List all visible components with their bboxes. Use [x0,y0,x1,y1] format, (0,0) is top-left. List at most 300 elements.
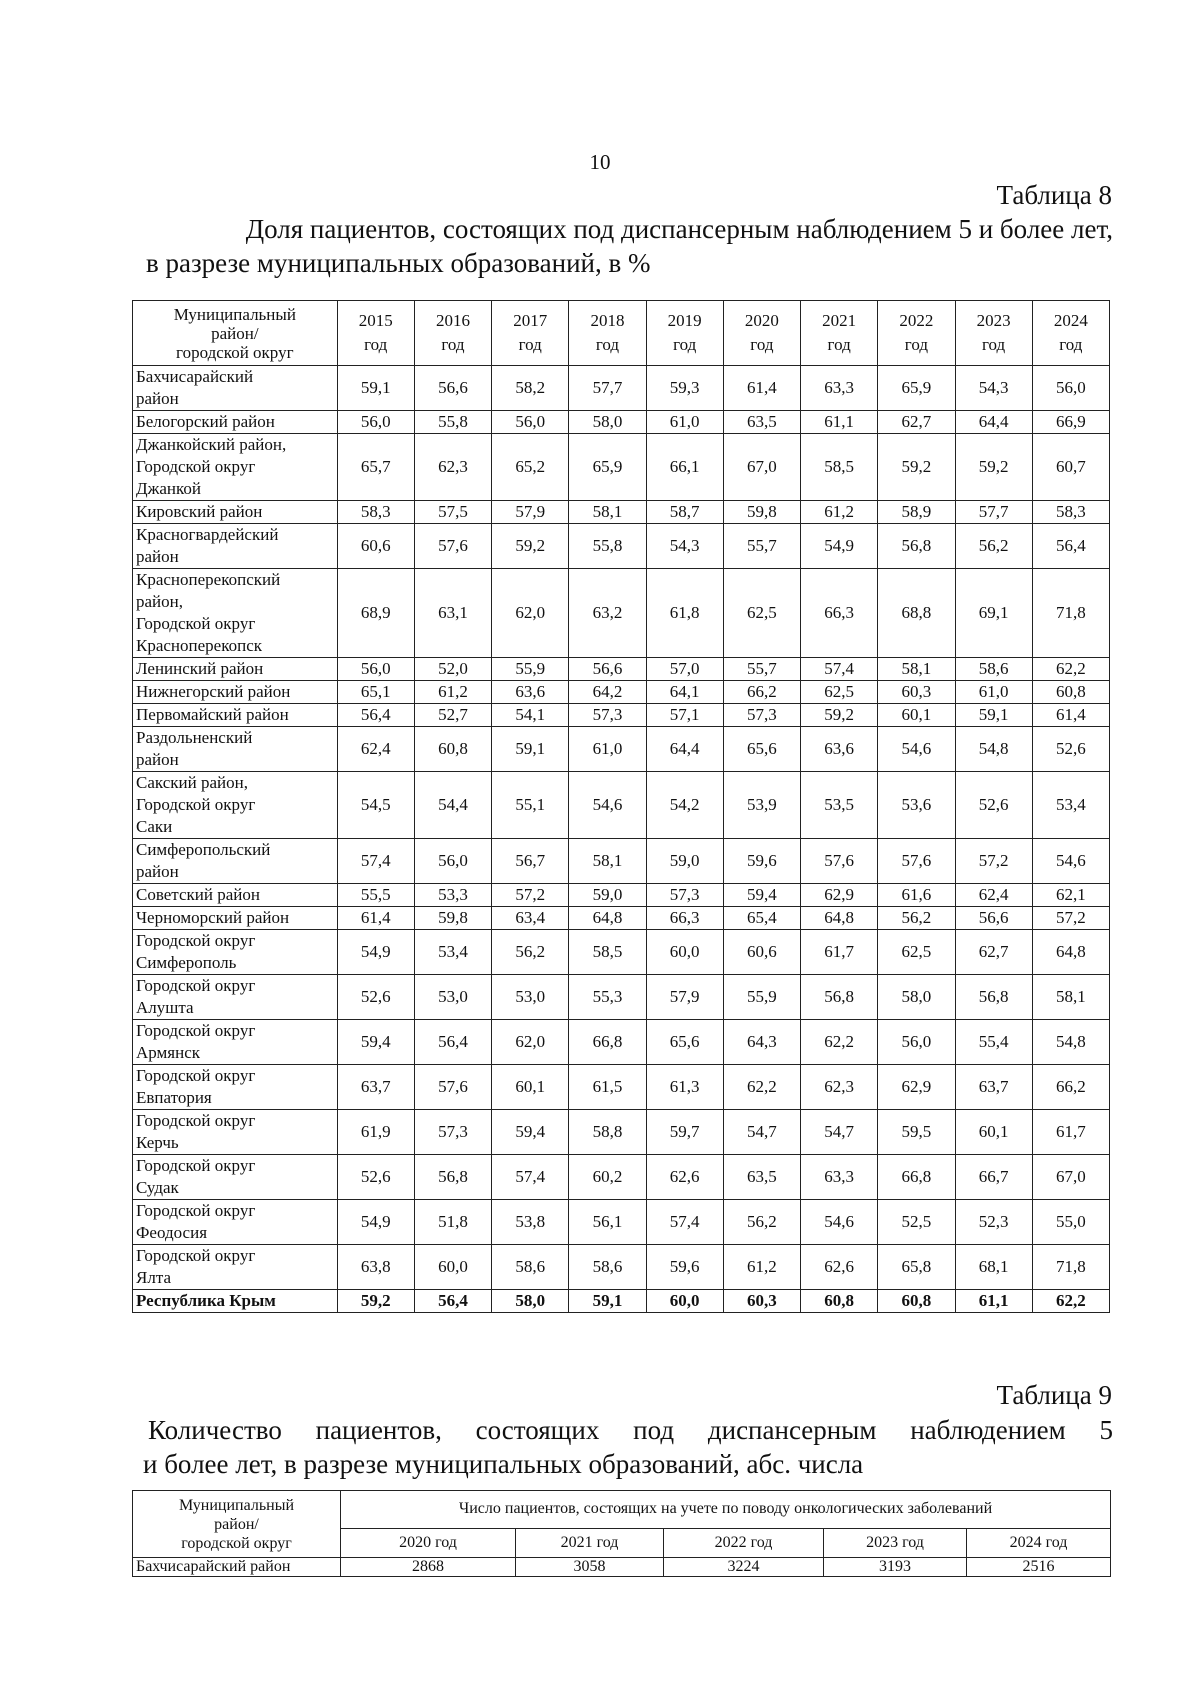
header-year-line: год [673,335,697,354]
value-cell: 59,8 [414,907,491,930]
value-cell: 57,2 [1032,907,1109,930]
table-row [133,411,1110,434]
table-8-title-line2: в разрезе муниципальных образований, в % [146,248,651,278]
table-row [133,501,1110,524]
value-cell: 52,6 [955,772,1032,839]
table-9-header-year: 2022 год [664,1528,824,1557]
table-row [133,1155,1110,1200]
value-cell: 71,8 [1032,569,1109,658]
header-year-line: 2024 [1053,311,1088,330]
header-year-line: год [441,335,465,354]
value-cell: 60,0 [414,1245,491,1290]
header-year-line: 2023 [976,311,1011,330]
value-cell: 65,2 [492,434,569,501]
value-cell: 66,2 [1032,1065,1109,1110]
region-name-line: Городской округ [136,1201,256,1220]
header-year-line: год [827,335,851,354]
region-name [133,839,338,884]
value-cell: 62,2 [801,1020,878,1065]
value-cell: 62,0 [492,1020,569,1065]
value-cell: 62,2 [1032,658,1109,681]
value-cell: 57,3 [414,1110,491,1155]
value-cell: 54,6 [1032,839,1109,884]
region-name-line: Черноморский район [136,908,290,927]
table-9-group-header: Число пациентов, состоящих на учете по поводу онкологических заболеваний [341,1491,1111,1529]
value-cell: 61,7 [801,930,878,975]
value-cell: 65,9 [569,434,646,501]
header-year-line: год [904,335,928,354]
value-cell: 62,7 [955,930,1032,975]
region-name-line: Красноперекопский [136,570,281,589]
value-cell: 57,4 [492,1155,569,1200]
value-cell: 61,0 [955,681,1032,704]
value-cell: 66,9 [1032,411,1109,434]
value-cell: 56,7 [492,839,569,884]
value-cell: 57,0 [646,658,723,681]
table-8-label: Таблица 8 [996,180,1112,210]
value-cell: 57,3 [569,704,646,727]
value-cell: 57,7 [569,366,646,411]
value-cell: 57,2 [492,884,569,907]
table-row [133,366,1110,411]
value-cell: 56,2 [723,1200,800,1245]
header-year-line: год [982,335,1006,354]
value-cell: 3058 [516,1558,664,1577]
value-cell: 59,1 [955,704,1032,727]
value-cell: 65,1 [337,681,414,704]
value-cell: 54,3 [955,366,1032,411]
value-cell: 64,8 [1032,930,1109,975]
value-cell: 62,7 [878,411,955,434]
region-name-line: Алушта [136,998,194,1017]
region-name [133,930,338,975]
value-cell: 57,3 [723,704,800,727]
value-cell: 61,9 [337,1110,414,1155]
value-cell: 65,6 [723,727,800,772]
value-cell: 57,4 [337,839,414,884]
value-cell: 58,6 [569,1245,646,1290]
value-cell: 58,1 [569,501,646,524]
value-cell: 68,9 [337,569,414,658]
value-cell: 58,0 [878,975,955,1020]
value-cell: 64,4 [955,411,1032,434]
value-cell: 55,3 [569,975,646,1020]
value-cell: 54,8 [1032,1020,1109,1065]
region-name-line: Белогорский район [136,412,275,431]
table-row [133,772,1110,839]
region-name-line: Городской округ [136,795,256,814]
total-value-cell: 60,8 [878,1290,955,1313]
table-row [133,1020,1110,1065]
value-cell: 62,0 [492,569,569,658]
value-cell: 54,4 [414,772,491,839]
region-name [133,569,338,658]
region-name [133,1020,338,1065]
value-cell: 62,2 [723,1065,800,1110]
region-name-line: Керчь [136,1133,179,1152]
value-cell: 3224 [664,1558,824,1577]
value-cell: 57,4 [801,658,878,681]
table-9-title-line2: и более лет, в разрезе муниципальных образований, абс. числа [143,1449,864,1479]
header-name-line: Муниципальный [173,304,296,324]
region-name-line: район [136,750,179,769]
region-name-line: Раздольненский [136,728,253,747]
value-cell: 63,1 [414,569,491,658]
value-cell: 59,2 [492,524,569,569]
value-cell: 58,8 [569,1110,646,1155]
region-name-line: Ленинский район [136,659,264,678]
value-cell: 57,1 [646,704,723,727]
value-cell: 60,0 [646,930,723,975]
value-cell: 58,2 [492,366,569,411]
table-8-header-year [878,301,955,366]
value-cell: 66,8 [569,1020,646,1065]
table-row [133,434,1110,501]
value-cell: 55,5 [337,884,414,907]
value-cell: 53,8 [492,1200,569,1245]
region-name [133,681,338,704]
table-row [133,975,1110,1020]
region-name-line: Городской округ [136,931,256,950]
value-cell: 56,8 [801,975,878,1020]
value-cell: 59,4 [337,1020,414,1065]
value-cell: 61,5 [569,1065,646,1110]
value-cell: 56,8 [955,975,1032,1020]
table-row [133,1200,1110,1245]
region-name-line: район [136,862,179,881]
value-cell: 61,3 [646,1065,723,1110]
value-cell: 62,5 [801,681,878,704]
value-cell: 56,2 [878,907,955,930]
value-cell: 53,5 [801,772,878,839]
value-cell: 61,0 [569,727,646,772]
table-8-header-name [133,301,338,366]
table-9-header-name [133,1491,341,1558]
table-9-header-year: 2020 год [341,1528,516,1557]
header-year-line: 2018 [590,311,625,330]
value-cell: 55,8 [569,524,646,569]
value-cell: 60,2 [569,1155,646,1200]
header-name-line: район/ [214,1515,259,1533]
value-cell: 63,4 [492,907,569,930]
table-9-header-year: 2021 год [516,1528,664,1557]
value-cell: 64,4 [646,727,723,772]
value-cell: 59,5 [878,1110,955,1155]
value-cell: 56,1 [569,1200,646,1245]
region-name-line: Городской округ [136,1021,256,1040]
value-cell: 58,5 [569,930,646,975]
region-name-line: Красноперекопск [136,636,263,655]
table-row [133,569,1110,658]
region-name-line: Городской округ [136,976,256,995]
total-value-cell: 59,2 [337,1290,414,1313]
value-cell: 56,4 [1032,524,1109,569]
value-cell: 59,0 [569,884,646,907]
table-8-header-year [801,301,878,366]
value-cell: 60,1 [878,704,955,727]
value-cell: 2868 [341,1558,516,1577]
value-cell: 59,6 [723,839,800,884]
table-row [133,1065,1110,1110]
value-cell: 53,4 [1032,772,1109,839]
value-cell: 57,6 [414,524,491,569]
region-name-line: Симферополь [136,953,237,972]
value-cell: 64,8 [801,907,878,930]
value-cell: 62,9 [878,1065,955,1110]
region-name-line: Джанкойский район, [136,435,287,454]
value-cell: 65,7 [337,434,414,501]
value-cell: 61,4 [337,907,414,930]
value-cell: 55,0 [1032,1200,1109,1245]
value-cell: 54,5 [337,772,414,839]
region-name [133,1110,338,1155]
value-cell: 62,5 [723,569,800,658]
value-cell: 58,3 [1032,501,1109,524]
value-cell: 55,8 [414,411,491,434]
header-year-line: год [1059,335,1083,354]
value-cell: 66,2 [723,681,800,704]
value-cell: 54,8 [955,727,1032,772]
region-name-line: Евпатория [136,1088,212,1107]
value-cell: 60,6 [723,930,800,975]
value-cell: 58,7 [646,501,723,524]
table-row [133,524,1110,569]
value-cell: 63,6 [801,727,878,772]
value-cell: 71,8 [1032,1245,1109,1290]
region-name-line: Бахчисарайский [136,367,254,386]
region-name [133,772,338,839]
value-cell: 56,6 [414,366,491,411]
table-8-header-year [723,301,800,366]
header-year-line: 2022 [899,311,934,330]
total-value-cell: 60,0 [646,1290,723,1313]
value-cell: 62,6 [801,1245,878,1290]
value-cell: 56,0 [492,411,569,434]
header-year-line: год [750,335,774,354]
header-name-line: городской округ [176,342,294,362]
value-cell: 55,1 [492,772,569,839]
table-row [133,1245,1110,1290]
table-8-header-year [955,301,1032,366]
header-name-line: район/ [211,323,259,343]
value-cell: 68,1 [955,1245,1032,1290]
value-cell: 57,3 [646,884,723,907]
table-row [133,704,1110,727]
value-cell: 57,9 [646,975,723,1020]
value-cell: 57,6 [414,1065,491,1110]
value-cell: 58,9 [878,501,955,524]
page-number: 10 [589,150,611,174]
value-cell: 63,5 [723,1155,800,1200]
value-cell: 57,5 [414,501,491,524]
table-row [133,727,1110,772]
value-cell: 52,6 [337,975,414,1020]
value-cell: 56,0 [337,658,414,681]
region-name [133,1200,338,1245]
value-cell: 61,6 [878,884,955,907]
value-cell: 55,9 [492,658,569,681]
value-cell: 56,2 [955,524,1032,569]
region-name-line: Ялта [136,1268,172,1287]
value-cell: 59,3 [646,366,723,411]
value-cell: 56,8 [878,524,955,569]
value-cell: 62,4 [955,884,1032,907]
region-name [133,1245,338,1290]
value-cell: 64,8 [569,907,646,930]
value-cell: 62,6 [646,1155,723,1200]
region-name-line: Сакский район, [136,773,248,792]
value-cell: 60,3 [878,681,955,704]
header-year-line: год [364,335,388,354]
total-value-cell: 60,8 [801,1290,878,1313]
value-cell: 53,3 [414,884,491,907]
value-cell: 54,6 [801,1200,878,1245]
value-cell: 62,1 [1032,884,1109,907]
value-cell: 54,7 [723,1110,800,1155]
value-cell: 58,1 [1032,975,1109,1020]
table-8-header-year [569,301,646,366]
total-value-cell: 56,4 [414,1290,491,1313]
header-year-line: 2015 [358,311,393,330]
value-cell: 65,9 [878,366,955,411]
value-cell: 68,8 [878,569,955,658]
value-cell: 59,1 [337,366,414,411]
value-cell: 66,8 [878,1155,955,1200]
region-name [133,975,338,1020]
value-cell: 52,6 [1032,727,1109,772]
value-cell: 54,9 [337,930,414,975]
value-cell: 56,8 [414,1155,491,1200]
value-cell: 59,7 [646,1110,723,1155]
table-8-header-year [492,301,569,366]
value-cell: 66,7 [955,1155,1032,1200]
region-name [133,907,338,930]
total-value-cell: 60,3 [723,1290,800,1313]
value-cell: 56,0 [878,1020,955,1065]
value-cell: 65,8 [878,1245,955,1290]
region-name [133,411,338,434]
table-row [133,907,1110,930]
region-name-line: район [136,389,179,408]
value-cell: 51,8 [414,1200,491,1245]
value-cell: 54,1 [492,704,569,727]
region-name-line: Городской округ [136,1156,256,1175]
table-8-header-year [1032,301,1109,366]
region-name-line: Красногвардейский [136,525,279,544]
table-9-header-year: 2024 год [967,1528,1111,1557]
region-name [133,727,338,772]
value-cell: 58,3 [337,501,414,524]
value-cell: 69,1 [955,569,1032,658]
value-cell: 63,8 [337,1245,414,1290]
value-cell: 59,4 [723,884,800,907]
value-cell: 63,3 [801,1155,878,1200]
total-value-cell: 59,1 [569,1290,646,1313]
value-cell: 59,2 [955,434,1032,501]
header-year-line: год [595,335,620,354]
table-8-header-year [414,301,491,366]
value-cell: 63,7 [955,1065,1032,1110]
value-cell: 64,3 [723,1020,800,1065]
table-row [133,1558,1111,1577]
table-8-title-line1: Доля пациентов, состоящих под диспансерным наблюдением 5 и более лет, [245,214,1113,244]
value-cell: 57,4 [646,1200,723,1245]
value-cell: 56,0 [414,839,491,884]
value-cell: 52,6 [337,1155,414,1200]
region-name [133,704,338,727]
value-cell: 62,3 [801,1065,878,1110]
table-9-header-year: 2023 год [824,1528,967,1557]
value-cell: 60,6 [337,524,414,569]
region-name-line: Городской округ [136,1246,256,1265]
value-cell: 63,6 [492,681,569,704]
table-9-title-line1: Количество пациентов, состоящих под диспансерным наблюдением 5 [148,1415,1113,1445]
table-8-header-row [133,301,1110,366]
header-year-line: 2017 [513,311,548,330]
header-name-line: Муниципальный [178,1496,295,1514]
value-cell: 52,5 [878,1200,955,1245]
value-cell: 61,8 [646,569,723,658]
region-name-line: Кировский район [136,502,263,521]
value-cell: 54,2 [646,772,723,839]
value-cell: 61,2 [801,501,878,524]
region-name-line: район, [136,592,183,611]
value-cell: 55,9 [723,975,800,1020]
table-8 [132,300,1110,1313]
value-cell: 63,3 [801,366,878,411]
value-cell: 56,6 [569,658,646,681]
value-cell: 57,2 [955,839,1032,884]
value-cell: 54,6 [569,772,646,839]
region-name [133,501,338,524]
value-cell: 55,7 [723,524,800,569]
value-cell: 66,1 [646,434,723,501]
region-name-line: Первомайский район [136,705,289,724]
value-cell: 61,2 [723,1245,800,1290]
value-cell: 53,0 [492,975,569,1020]
region-name-line: Джанкой [136,479,201,498]
value-cell: 63,5 [723,411,800,434]
value-cell: 3193 [824,1558,967,1577]
value-cell: 62,4 [337,727,414,772]
value-cell: 60,7 [1032,434,1109,501]
value-cell: 53,9 [723,772,800,839]
region-name-line: Нижнегорский район [136,682,291,701]
value-cell: 57,6 [801,839,878,884]
value-cell: 54,7 [801,1110,878,1155]
table-8-header-year [337,301,414,366]
table-row [133,681,1110,704]
table-total-row [133,1290,1110,1313]
region-name-line: Городской округ [136,1111,256,1130]
region-name [133,658,338,681]
value-cell: 60,8 [414,727,491,772]
total-value-cell: 61,1 [955,1290,1032,1313]
total-value-cell: 58,0 [492,1290,569,1313]
total-value-cell: 62,2 [1032,1290,1109,1313]
value-cell: 64,2 [569,681,646,704]
region-name-line: Армянск [136,1043,200,1062]
value-cell: 60,1 [492,1065,569,1110]
value-cell: 67,0 [1032,1155,1109,1200]
value-cell: 59,4 [492,1110,569,1155]
value-cell: 57,9 [492,501,569,524]
table-9-title [143,1413,1113,1481]
region-name-line: Феодосия [136,1223,208,1242]
table-row [133,658,1110,681]
value-cell: 60,8 [1032,681,1109,704]
value-cell: 58,6 [955,658,1032,681]
